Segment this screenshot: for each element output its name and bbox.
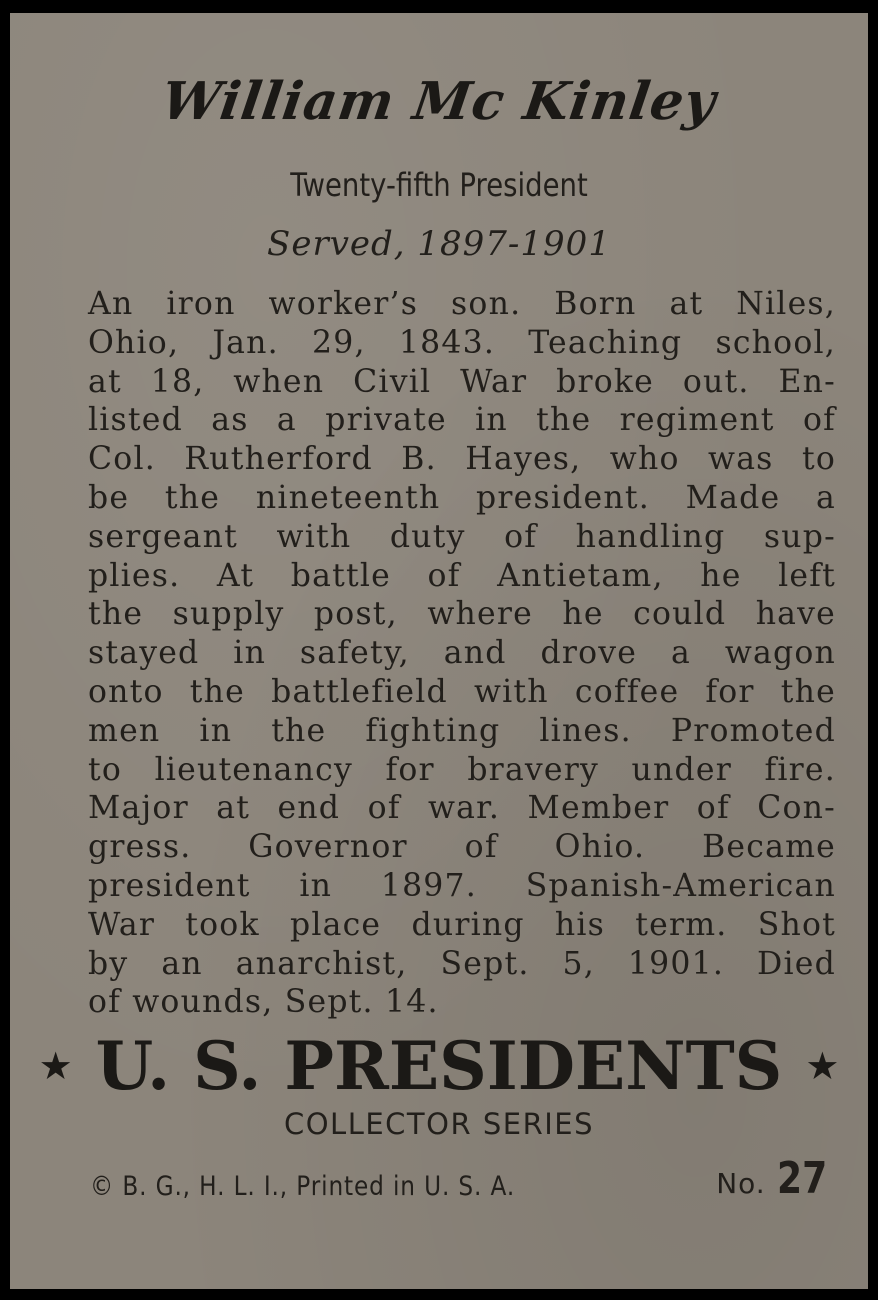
bio-line: stayed in safety, and drove a wagon	[88, 635, 836, 672]
president-ordinal: Twenty-fifth President	[290, 166, 588, 204]
trading-card-back	[10, 13, 868, 1289]
series-title	[10, 1027, 868, 1105]
bio-line: onto the battlefield with coffee for the	[88, 673, 836, 710]
bio-line: An iron worker’s son. Born at Niles,	[88, 286, 836, 322]
card-number-value: 27	[776, 1153, 827, 1204]
bio-line: listed as a private in the regiment of	[88, 402, 836, 439]
bio-line: plies. At battle of Antietam, he left	[88, 557, 836, 594]
bio-line: Major at end of war. Member of Con-	[88, 790, 836, 827]
bio-line: Ohio, Jan. 29, 1843. Teaching school,	[88, 324, 836, 361]
star-icon: ★	[38, 1044, 73, 1088]
copyright-notice: © B. G., H. L. I., Printed in U. S. A.	[90, 1171, 516, 1202]
bio-line: of wounds, Sept. 14.	[88, 984, 439, 1021]
bio-line: Col. Rutherford B. Hayes, who was to	[88, 441, 836, 478]
bio-line: men in the fighting lines. Promoted	[88, 712, 836, 749]
card-number-label: No.	[716, 1167, 766, 1200]
bio-line: gress. Governor of Ohio. Became	[88, 829, 836, 866]
star-icon: ★	[805, 1044, 840, 1088]
bio-line: by an anarchist, Sept. 5, 1901. Died	[88, 945, 836, 982]
bio-line: sergeant with duty of handling sup-	[88, 518, 836, 555]
bio-line: be the nineteenth president. Made a	[88, 479, 836, 516]
bio-line: president in 1897. Spanish-American	[88, 867, 836, 904]
bio-line: at 18, when Civil War broke out. En-	[88, 363, 836, 400]
term-served: Served, 1897-1901	[267, 224, 611, 264]
series-subtitle: COLLECTOR SERIES	[283, 1107, 595, 1141]
bio-line: the supply post, where he could have	[88, 596, 836, 633]
bio-line: War took place during his term. Shot	[88, 906, 836, 943]
president-signature: William Mc Kinley	[157, 71, 721, 132]
card-number	[716, 1153, 838, 1204]
series-title-text: U. S. PRESIDENTS	[95, 1027, 783, 1105]
bio-line: to lieutenancy for bravery under fire.	[88, 751, 836, 788]
biography-text	[88, 285, 836, 1022]
